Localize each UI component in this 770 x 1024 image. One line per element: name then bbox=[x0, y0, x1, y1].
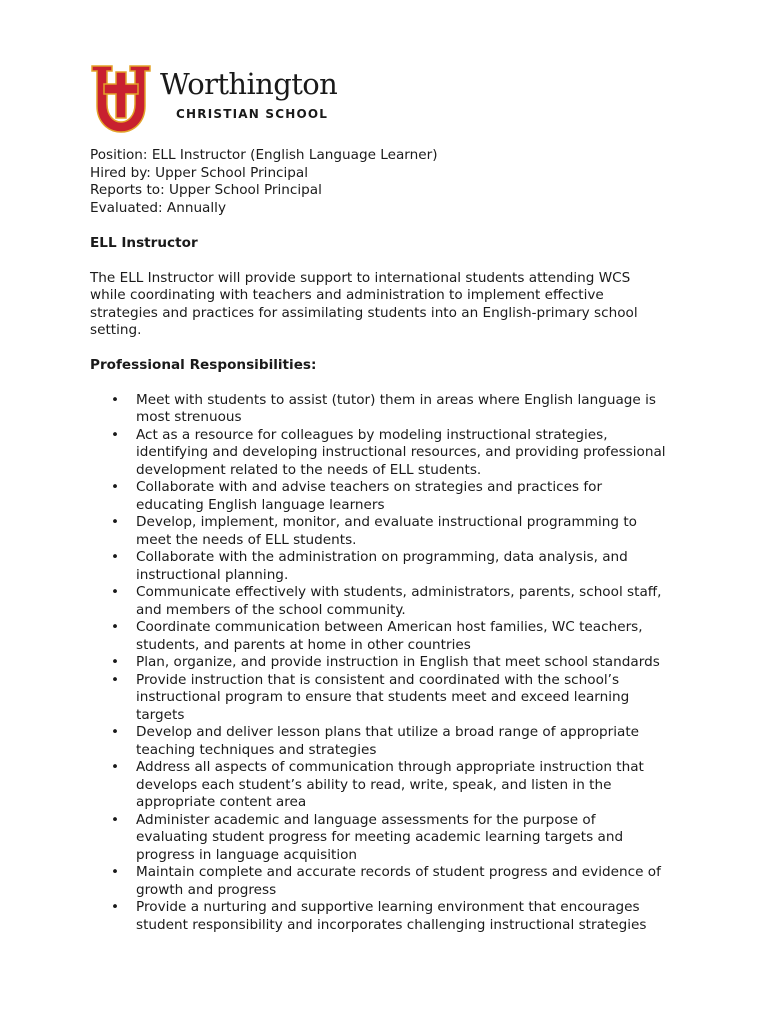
responsibility-line: and members of the school community. bbox=[136, 601, 406, 618]
responsibility-line: Coordinate communication between American host families, WC teachers, bbox=[136, 619, 643, 635]
responsibility-line: Maintain complete and accurate records of student progress and evidence of bbox=[136, 864, 661, 880]
responsibilities-list bbox=[90, 392, 690, 935]
evaluated-line: Evaluated: Annually bbox=[90, 199, 226, 216]
responsibility-item bbox=[90, 479, 690, 514]
bullet-icon: • bbox=[111, 426, 120, 443]
responsibility-line: Develop, implement, monitor, and evaluate instructional programming to bbox=[136, 514, 637, 530]
hired-by-line: Hired by: Upper School Principal bbox=[90, 164, 309, 181]
intro-line: The ELL Instructor will provide support to international students attending WCS bbox=[90, 269, 631, 286]
bullet-icon: • bbox=[111, 759, 120, 775]
bullet-icon: • bbox=[111, 549, 120, 565]
responsibility-line: appropriate content area bbox=[136, 794, 307, 810]
bullet-icon: • bbox=[111, 811, 120, 828]
responsibility-line: teaching techniques and strategies bbox=[136, 741, 377, 758]
responsibility-line: evaluating student progress for meeting academic learning targets and bbox=[136, 829, 624, 845]
responsibility-line: Communicate effectively with students, administrators, parents, school staff, bbox=[136, 584, 662, 600]
responsibility-line: instructional planning. bbox=[136, 566, 289, 583]
document-body bbox=[90, 147, 690, 934]
document-title: ELL Instructor bbox=[90, 234, 198, 251]
responsibility-line: progress in language acquisition bbox=[136, 846, 358, 863]
responsibility-item bbox=[90, 392, 690, 427]
responsibility-line: Act as a resource for colleagues by modeling instructional strategies, bbox=[136, 426, 608, 443]
school-logo bbox=[90, 64, 350, 134]
responsibility-line: develops each student’s ability to read, write, speak, and listen in the bbox=[136, 776, 612, 793]
responsibility-line: most strenuous bbox=[136, 409, 242, 425]
responsibility-line: Collaborate with the administration on programming, data analysis, and bbox=[136, 549, 628, 565]
responsibility-line: Collaborate with and advise teachers on strategies and practices for bbox=[136, 479, 603, 495]
responsibility-line: identifying and developing instructional resources, and providing professional bbox=[136, 444, 666, 460]
intro-line: while coordinating with teachers and administration to implement effective bbox=[90, 287, 604, 303]
responsibilities-heading: Professional Responsibilities: bbox=[90, 357, 317, 373]
bullet-icon: • bbox=[111, 899, 120, 915]
responsibility-item bbox=[90, 427, 690, 480]
responsibility-item bbox=[90, 514, 690, 549]
bullet-icon: • bbox=[111, 619, 120, 635]
responsibility-line: Meet with students to assist (tutor) them in areas where English language is bbox=[136, 391, 656, 408]
responsibility-line: instructional program to ensure that students meet and exceed learning bbox=[136, 689, 630, 705]
responsibility-item bbox=[90, 584, 690, 619]
responsibility-item bbox=[90, 899, 690, 934]
responsibility-item bbox=[90, 724, 690, 759]
bullet-icon: • bbox=[111, 584, 120, 600]
responsibility-line: students, and parents at home in other countries bbox=[136, 636, 471, 653]
intro-line: setting. bbox=[90, 322, 142, 338]
intro-paragraph bbox=[90, 270, 690, 340]
responsibility-line: Plan, organize, and provide instruction in English that meet school standards bbox=[136, 654, 660, 670]
responsibility-line: targets bbox=[136, 706, 185, 723]
bullet-icon: • bbox=[111, 724, 120, 740]
responsibility-line: meet the needs of ELL students. bbox=[136, 531, 357, 548]
bullet-icon: • bbox=[111, 864, 120, 880]
bullet-icon: • bbox=[111, 514, 120, 530]
responsibility-line: Address all aspects of communication through appropriate instruction that bbox=[136, 759, 644, 775]
logo-name: Worthington bbox=[160, 67, 338, 101]
responsibility-line: development related to the needs of ELL students. bbox=[136, 461, 482, 478]
wc-monogram-icon bbox=[90, 64, 152, 134]
logo-subtitle: CHRISTIAN SCHOOL bbox=[176, 107, 329, 121]
responsibility-line: Provide a nurturing and supportive learning environment that encourages bbox=[136, 899, 640, 915]
responsibility-line: growth and progress bbox=[136, 881, 277, 898]
bullet-icon: • bbox=[111, 654, 120, 670]
responsibility-item bbox=[90, 654, 690, 672]
position-line: Position: ELL Instructor (English Language Learner) bbox=[90, 147, 438, 163]
responsibility-line: Develop and deliver lesson plans that utilize a broad range of appropriate bbox=[136, 724, 640, 740]
bullet-icon: • bbox=[111, 479, 120, 495]
responsibility-line: student responsibility and incorporates challenging instructional strategies bbox=[136, 916, 647, 933]
responsibility-item bbox=[90, 672, 690, 725]
bullet-icon: • bbox=[111, 391, 120, 408]
bullet-icon: • bbox=[111, 671, 120, 688]
intro-line: strategies and practices for assimilating students into an English-primary school bbox=[90, 304, 638, 321]
responsibility-item bbox=[90, 619, 690, 654]
reports-to-line: Reports to: Upper School Principal bbox=[90, 182, 322, 198]
responsibility-item bbox=[90, 864, 690, 899]
responsibility-item bbox=[90, 549, 690, 584]
responsibility-item bbox=[90, 759, 690, 812]
responsibility-line: Provide instruction that is consistent and coordinated with the school’s bbox=[136, 671, 620, 688]
responsibility-line: Administer academic and language assessments for the purpose of bbox=[136, 811, 596, 828]
responsibility-line: educating English language learners bbox=[136, 496, 385, 513]
responsibility-item bbox=[90, 812, 690, 865]
